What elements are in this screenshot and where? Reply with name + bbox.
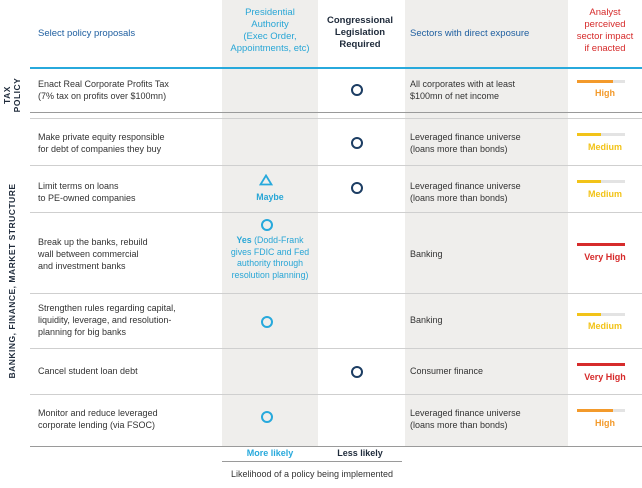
footer-rule <box>222 461 402 462</box>
sectors-header: Sectors with direct exposure <box>410 28 530 39</box>
row-divider <box>30 394 642 395</box>
sector-cell: Banking <box>410 315 443 325</box>
table-bottom-rule <box>30 446 642 447</box>
row-divider <box>30 165 642 166</box>
presidential-maybe: Maybe <box>256 192 284 202</box>
presidential-header: Presidential Authority (Exec Order, Appointments, etc) <box>230 7 310 54</box>
more-likely-label: More likely <box>246 448 294 458</box>
impact-bar <box>577 363 625 366</box>
impact-bar <box>577 409 625 412</box>
impact-label: Very High <box>584 372 626 382</box>
presidential-circle-icon <box>261 219 273 231</box>
congressional-header: Congressional Legislation Required <box>327 15 393 50</box>
impact-label: Medium <box>587 189 622 199</box>
impact-label: High <box>595 88 615 98</box>
impact-bar <box>577 80 625 83</box>
impact-bar <box>577 243 625 246</box>
tax-policy-label: TAX POLICY <box>2 77 22 113</box>
sector-cell: All corporates with at least $100mn of net income <box>410 79 516 101</box>
header-rule <box>30 67 642 69</box>
row-divider <box>30 293 642 294</box>
likelihood-caption: Likelihood of a policy being implemented <box>230 469 394 479</box>
presidential-circle-icon <box>261 316 273 328</box>
congressional-circle-icon <box>351 182 363 194</box>
sector-cell: Leveraged finance universe (loans more than bonds) <box>410 181 521 203</box>
impact-label: Medium <box>587 142 622 152</box>
row-divider <box>30 118 642 119</box>
congressional-circle-icon <box>351 137 363 149</box>
impact-label: High <box>595 418 615 428</box>
sector-cell: Consumer finance <box>410 366 484 376</box>
less-likely-label: Less likely <box>337 448 383 458</box>
proposal-break-up-banks: Break up the banks, rebuild wall between commercial and investment banks <box>38 237 148 271</box>
row-divider <box>30 348 642 349</box>
congressional-circle-icon <box>351 366 363 378</box>
section-divider <box>30 112 642 113</box>
sector-cell: Leveraged finance universe (loans more than bonds) <box>410 408 521 430</box>
triangle-icon <box>259 174 273 186</box>
row-divider <box>30 212 642 213</box>
impact-bar <box>577 180 625 183</box>
impact-bar <box>577 133 625 136</box>
proposal-monitor-leveraged-lending: Monitor and reduce leveraged corporate lending (via FSOC) <box>38 408 158 430</box>
presidential-yes-note: Yes (Dodd-Frank gives FDIC and Fed authority through resolution planning) <box>230 235 310 280</box>
impact-header: Analyst perceived sector impact if enacted <box>576 7 634 54</box>
proposals-header: Select policy proposals <box>38 28 136 39</box>
impact-label: Very High <box>584 252 626 262</box>
proposal-corporate-profits-tax: Enact Real Corporate Profits Tax (7% tax on profits over $100mn) <box>38 79 169 101</box>
banking-section-label: BANKING, FINANCE, MARKET STRUCTURE <box>7 183 17 379</box>
sector-cell: Leveraged finance universe (loans more than bonds) <box>410 132 521 154</box>
congressional-circle-icon <box>351 84 363 96</box>
impact-label: Medium <box>587 321 622 331</box>
proposal-strengthen-bank-rules: Strengthen rules regarding capital, liquidity, leverage, and resolution- planning for big banks <box>38 303 176 337</box>
proposal-private-equity-debt: Make private equity responsible for debt of companies they buy <box>38 132 165 154</box>
sector-cell: Banking <box>410 249 443 259</box>
proposal-limit-pe-loan-terms: Limit terms on loans to PE-owned companies <box>38 181 136 203</box>
presidential-circle-icon <box>261 411 273 423</box>
proposal-cancel-student-debt: Cancel student loan debt <box>38 366 138 376</box>
impact-bar <box>577 313 625 316</box>
